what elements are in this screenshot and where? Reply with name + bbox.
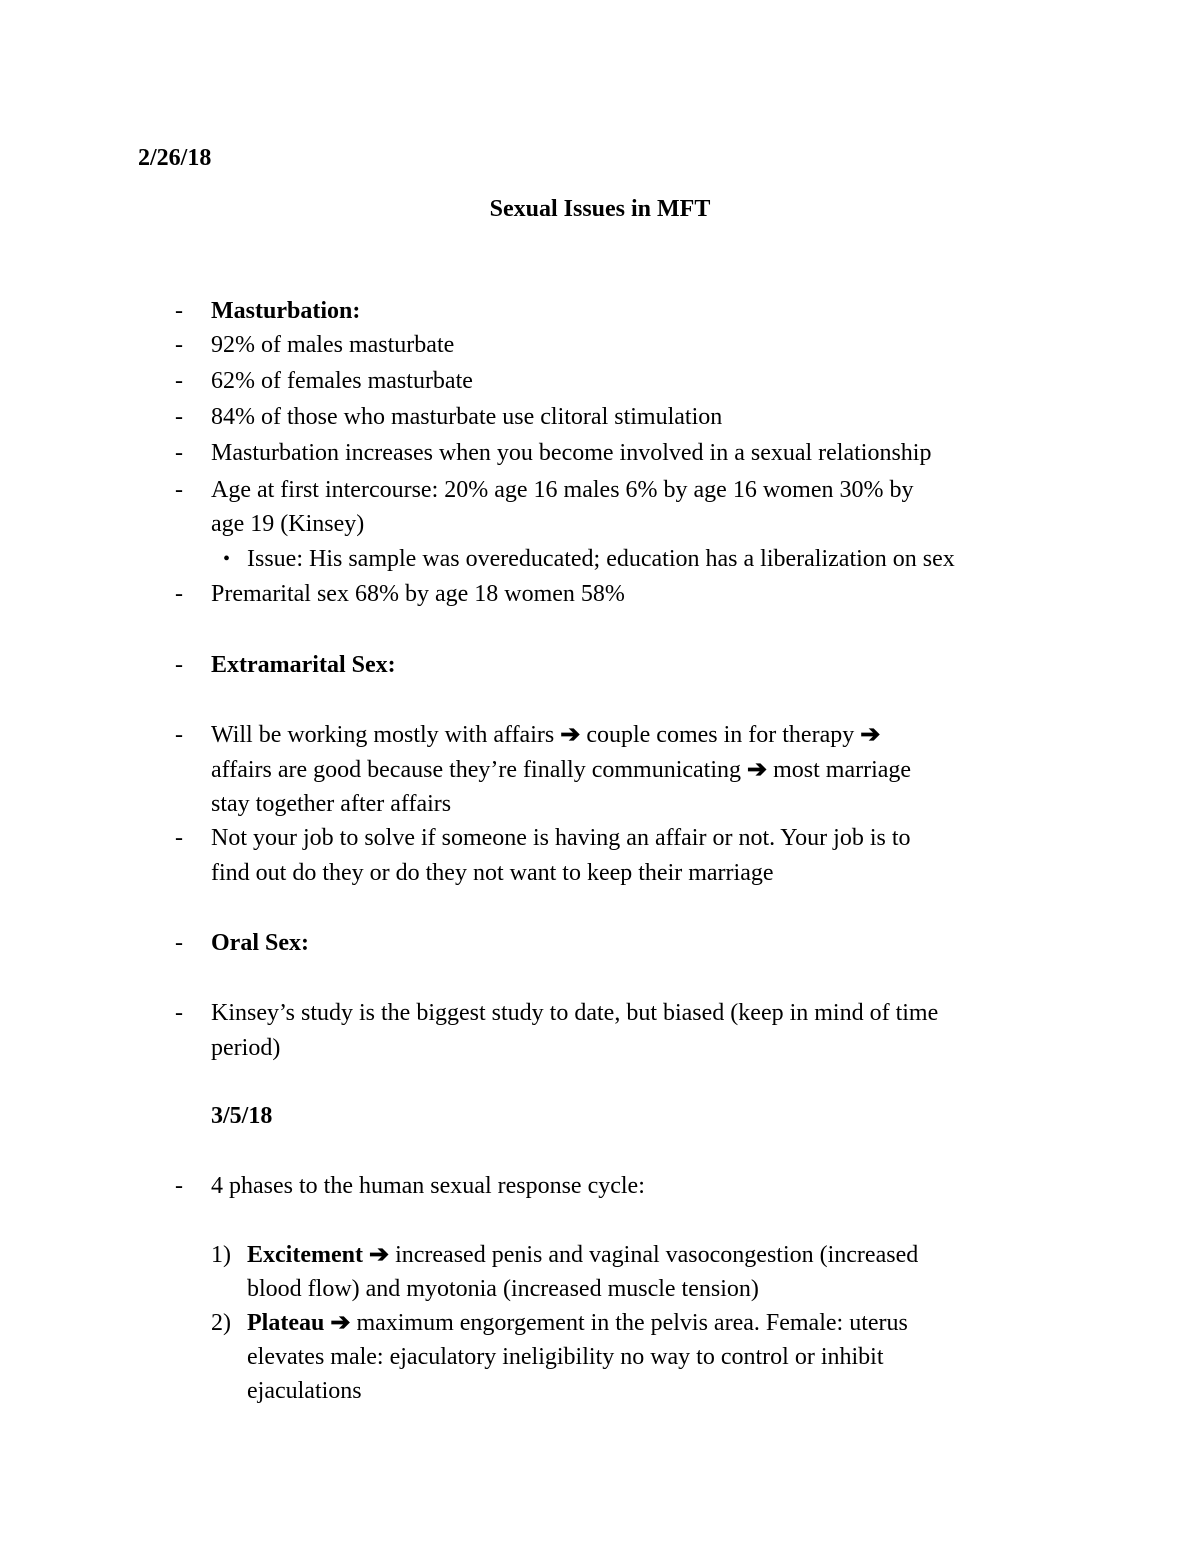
list-item: 4 phases to the human sexual response cycle:	[211, 1173, 645, 1199]
dash-marker: -	[175, 825, 183, 851]
arrow-right-icon: ➔	[560, 722, 581, 748]
list-item-continuation	[211, 753, 911, 787]
list-item: Masturbation increases when you become involved in a sexual relationship	[211, 440, 932, 466]
bullet-dot-icon: •	[223, 548, 231, 570]
dash-marker: -	[175, 652, 183, 678]
dash-marker: -	[175, 930, 183, 956]
text-run: increased penis and vaginal vasocongestion (increased	[395, 1242, 919, 1268]
dash-marker: -	[175, 298, 183, 324]
list-item-continuation: find out do they or do they not want to keep their marriage	[211, 860, 774, 886]
section-heading-oral: Oral Sex:	[211, 930, 309, 956]
numbered-item-continuation: elevates male: ejaculatory ineligibility no way to control or inhibit	[247, 1344, 884, 1370]
list-item: 84% of those who masturbate use clitoral stimulation	[211, 404, 723, 430]
list-item: Kinsey’s study is the biggest study to date, but biased (keep in mind of time	[211, 1000, 939, 1026]
arrow-right-icon: ➔	[860, 722, 881, 748]
list-item-continuation: period)	[211, 1035, 281, 1061]
arrow-right-icon: ➔	[747, 757, 768, 783]
numbered-item	[247, 1238, 918, 1272]
text-run: Will be working mostly with affairs	[211, 722, 555, 748]
arrow-right-icon: ➔	[330, 1310, 351, 1336]
dash-marker: -	[175, 477, 183, 503]
list-item: 92% of males masturbate	[211, 332, 455, 358]
dash-marker: -	[175, 368, 183, 394]
numbered-item-continuation: blood flow) and myotonia (increased muscle tension)	[247, 1276, 759, 1302]
note-date: 2/26/18	[138, 145, 212, 171]
dash-marker: -	[175, 581, 183, 607]
numbered-marker: 2)	[211, 1310, 231, 1336]
dash-marker: -	[175, 1000, 183, 1026]
text-run: couple comes in for therapy	[586, 722, 855, 748]
list-item	[211, 718, 880, 752]
numbered-marker: 1)	[211, 1242, 231, 1268]
dash-marker: -	[175, 722, 183, 748]
text-run: maximum engorgement in the pelvis area. Female: uterus	[356, 1310, 908, 1336]
section-heading-extramarital: Extramarital Sex:	[211, 652, 396, 678]
list-item: Age at first intercourse: 20% age 16 males 6% by age 16 women 30% by	[211, 477, 914, 503]
numbered-item	[247, 1306, 908, 1340]
list-item-continuation: age 19 (Kinsey)	[211, 511, 365, 537]
dash-marker: -	[175, 440, 183, 466]
dash-marker: -	[175, 404, 183, 430]
phase-name: Plateau	[247, 1310, 325, 1336]
arrow-right-icon: ➔	[368, 1242, 390, 1268]
text-run: affairs are good because they’re finally communicating	[211, 757, 742, 783]
numbered-item-continuation: ejaculations	[247, 1378, 362, 1404]
note-date: 3/5/18	[211, 1103, 273, 1129]
list-item: 62% of females masturbate	[211, 368, 473, 394]
list-item: Not your job to solve if someone is having an affair or not. Your job is to	[211, 825, 911, 851]
list-item-continuation: stay together after affairs	[211, 791, 452, 817]
section-heading-masturbation: Masturbation:	[211, 298, 361, 324]
text-run: most marriage	[773, 757, 912, 783]
sub-list-item: Issue: His sample was overeducated; education has a liberalization on sex	[247, 546, 955, 572]
phase-name: Excitement	[247, 1242, 363, 1268]
dash-marker: -	[175, 1173, 183, 1199]
dash-marker: -	[175, 332, 183, 358]
list-item: Premarital sex 68% by age 18 women 58%	[211, 581, 625, 607]
page-title: Sexual Issues in MFT	[489, 196, 711, 222]
